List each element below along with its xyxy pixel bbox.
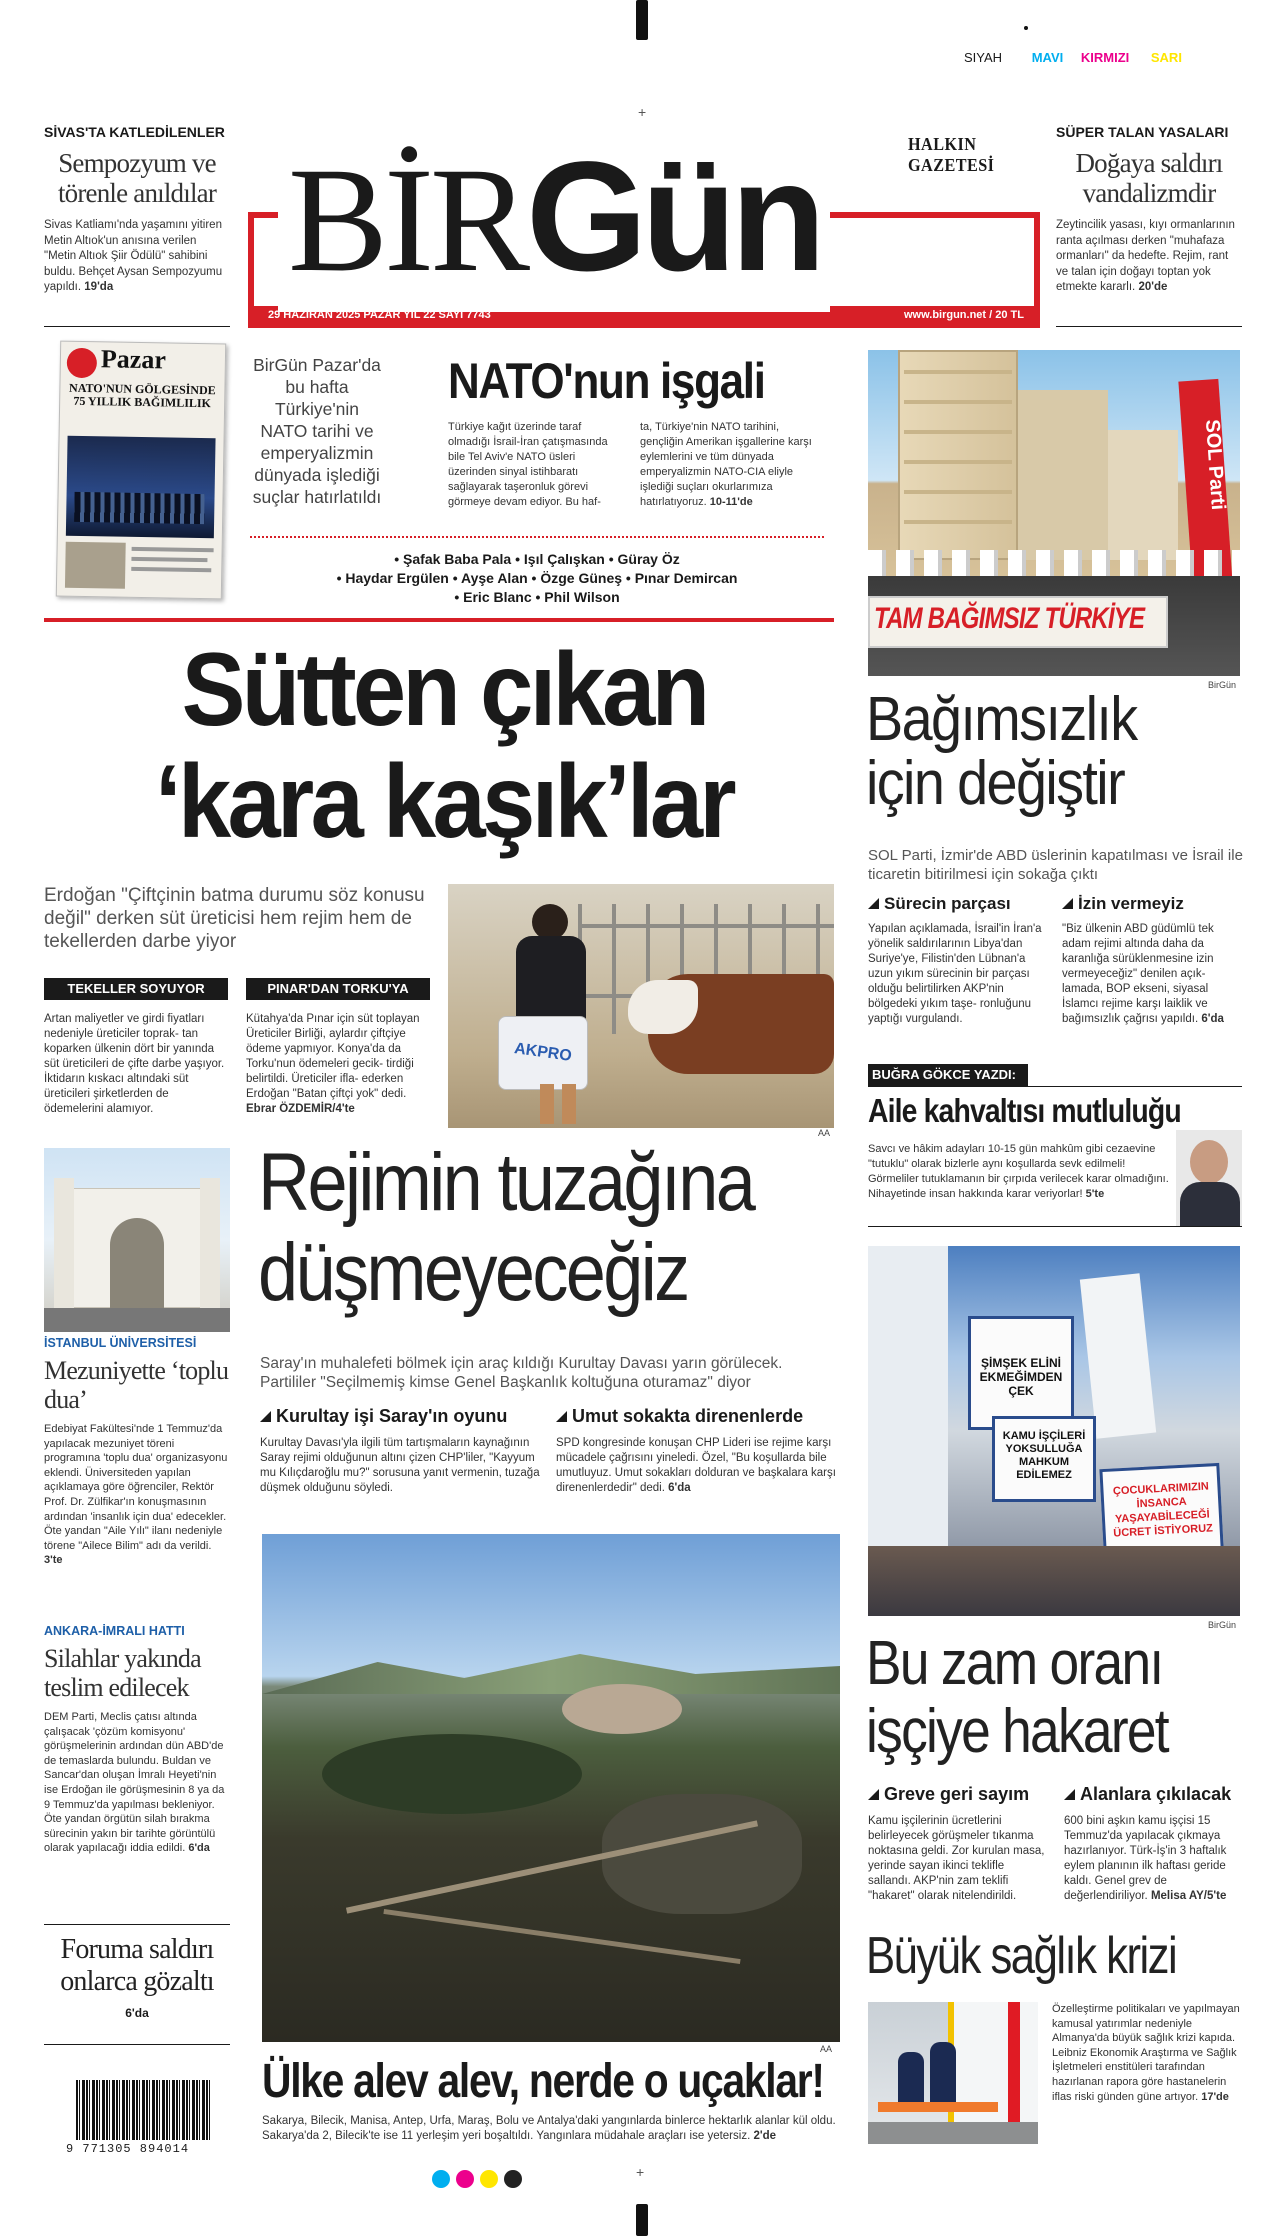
istanbul-title: Mezuniyette ‘toplu dua’ xyxy=(44,1356,229,1414)
pazar-authors-line2: • Haydar Ergülen • Ayşe Alan • Özge Güneş • Pınar Demircan xyxy=(336,570,738,586)
rejim-deck: Saray'ın muhalefeti bölmek için araç kıldığı Kurultay Davası yarın görülecek. Partililer "Seçilmemiş kimse Genel Başkanlık koltuğuna oturamaz" diyor xyxy=(260,1355,783,1391)
istanbul-story xyxy=(44,1336,230,1568)
workers-protest-photo xyxy=(868,1246,1240,1616)
rejim-sub-2: Umut sokakta direnenlerde xyxy=(556,1406,803,1427)
sack-label: AKPRO xyxy=(513,1040,573,1065)
cmyk-dots xyxy=(432,2170,522,2188)
logo xyxy=(278,132,830,312)
logo-gun: Gün xyxy=(526,130,820,304)
placard-1-text: ŞİMŞEK ELİNİ EKMEĞİMDEN ÇEK xyxy=(979,1356,1063,1398)
placard-2-text: KAMU İŞÇİLERİ YOKSULLUĞA MAHKUM EDİLEMEZ xyxy=(1002,1430,1086,1481)
sol-sub-1: Sürecin parçası xyxy=(868,894,1011,914)
sol-parti-banner-text: TAM BAĞIMSIZ TÜRKİYE xyxy=(874,602,1145,635)
dot-black xyxy=(504,2170,522,2188)
pazar-intro: BirGün Pazar'da bu hafta Türkiye'nin NATO tarihi ve emperyalizmin dünyada işlediği suçlar hatırlatıldı xyxy=(252,355,382,507)
sol-col2: "Biz ülkenin ABD güdümlü tek adam rejimi altında daha da karanlığa sürüklenmesine izin vermeyeceğiz" denilen açık- lamada, BOP ekseni, siyasal İslamcı rejime karşı laiklik ve bağımsızlık çağrısı yapıldı. 6'da xyxy=(1062,923,1224,1025)
forum-ref: 6'da xyxy=(125,2006,149,2020)
pazar-col2: ta, Türkiye'nin NATO tarihini, gençliğin Amerikan işgallerine karşı eylemlerini ve tüm dünyada emperyalizmin NATO-CIA eliyle işlediği suçları okurlarımıza hatırlatıyoruz. 10-11'de xyxy=(640,421,812,508)
sut-deck: Erdoğan "Çiftçinin batma durumu söz konusu değil" derken süt üreticisi hem rejim hem de tekellerden darbe yiyor xyxy=(44,885,425,952)
issue-date: 29 HAZİRAN 2025 PAZAR YIL 22 SAYI 7743 xyxy=(268,309,491,321)
zam-sub-1: Greve geri sayım xyxy=(868,1784,1029,1805)
sol-parti-photo xyxy=(868,350,1240,676)
istanbul-university-photo xyxy=(44,1148,230,1332)
zam-col2: 600 bini aşkın kamu işçisi 15 Temmuz'da yapılacak çıkmaya hazırlanıyor. Türk-İş'in 3 haftalık eylem planının ilk haftası geride kaldı. Genel grev de değerlendiriliyor. Melisa AY/5'te xyxy=(1064,1815,1227,1902)
right-top-title: Doğaya saldırı vandalizmdir xyxy=(1075,148,1223,208)
imrali-story xyxy=(44,1624,230,1856)
color-bar xyxy=(964,50,1182,65)
color-cyan-label: MAVI xyxy=(1031,50,1064,65)
aile-title: Aile kahvaltısı mutluluğu xyxy=(868,1092,1181,1129)
rejim-headline-line1: Rejimin tuzağına xyxy=(258,1137,754,1228)
rejim-headline xyxy=(258,1138,848,1318)
zam-title: Bu zam oranı işçiye hakaret xyxy=(866,1629,1168,1766)
logo-bir: BİR xyxy=(288,137,527,303)
sol-deck: SOL Parti, İzmir'de ABD üslerinin kapatılması ve İsrail ile ticaretin bitirilmesi için sokağa çıktı xyxy=(868,847,1243,883)
imrali-kicker: ANKARA-İMRALI HATTI xyxy=(44,1624,185,1638)
sol-parti-flag-text: SOL Parti xyxy=(1200,418,1230,511)
website: www.birgun.net / 20 TL xyxy=(904,309,1024,321)
forum-title: Foruma saldırı onlarca gözaltı xyxy=(60,1934,214,1997)
sut-col1: Artan maliyetler ve girdi fiyatları nedeniyle üreticiler toprak- tan koparken ülkenin dört bir yanında süt üreticileri de çifte darbe yaşıyor. İktidarın kıskacı altındaki süt üreticileri şirketlerden de ödemelerini alamıyor. xyxy=(44,1013,225,1115)
rejim-sub-1: Kurultay işi Saray'ın oyunu xyxy=(260,1406,507,1427)
zam-col1: Kamu işçilerinin ücretlerini belirleyecek görüşmeler tıkanma noktasına geldi. Zor kurulan masa, yerinde sayan ikinci teklifle sallandı. AKP'nin zam teklifi "hakaret" olarak nitelendirildi. xyxy=(868,1815,1045,1902)
barcode-number: 9 771305 894014 xyxy=(66,2142,190,2156)
columnist-photo xyxy=(1176,1130,1242,1226)
sut-col2: Kütahya'da Pınar için süt toplayan Üreticiler Birliği, aylardır çiftçiye ödeme yapmıyor. Konya'da da Torku'nun ödemeleri gecik- tirdiği belirtildi. Üreticiler ifla- ederken Erdoğan "Batan çiftçi yok" dedi. Ebrar ÖZDEMİR/4'te xyxy=(246,1013,420,1115)
sol-col1: Yapılan açıklamada, İsrail'in İran'a yönelik saldırılarının Libya'dan Suriye'ye, Filistin'den Lübnan'a uzun yıkım sürecinin bir parçası olduğu belirtilirken AKP'nin bölgedeki yıkım taşe- ronluğunu yaptığı vurgulandı. xyxy=(868,923,1042,1025)
pazar-box xyxy=(44,336,834,622)
sut-headline xyxy=(44,634,844,858)
fire-title: Ülke alev alev, nerde o uçaklar! xyxy=(262,2055,824,2108)
sut-bar-1: TEKELLER SOYUYOR xyxy=(44,978,228,1000)
left-top-body: Sivas Katliamı'nda yaşamını yitiren Metin Altıok'un anısına verilen "Metin Altıok Şiir Ödülü" sahibini buldu. Behçet Aysan Sempozyumu yapıldı. 19'da xyxy=(44,219,223,293)
registration-mark-top xyxy=(636,0,648,40)
plus-mark-bottom: + xyxy=(636,2164,645,2180)
saglik-body: Özelleştirme politikaları ve yapılmayan kamusal yatırımlar nedeniyle Almanya'da büyük sağlık krizi kapıda. Leibniz Ekonomik Araştırma ve Sağlık İşletmeleri enstitüleri tarafından hazırlanan rapora göre hastanelerin iflas riski günden güne artıyor. 17'de xyxy=(1052,2003,1240,2103)
sut-bar-2: PINAR'DAN TORKU'YA xyxy=(246,978,430,1000)
left-top-kicker: SİVAS'TA KATLEDİLENLER xyxy=(44,124,225,140)
rejim-col2: SPD kongresinde konuşan CHP Lideri ise rejime karşı mücadele çağrısını yineledi. Özel, "Bu koşullarda bile umutluyuz. Umut sokakları dolduran ve başkalara karşı direnenlerdedir" dedi. 6'da xyxy=(556,1437,836,1494)
istanbul-kicker: İSTANBUL ÜNİVERSİTESİ xyxy=(44,1336,197,1350)
dot-yellow xyxy=(480,2170,498,2188)
dot-mark xyxy=(1024,26,1028,30)
fire-body: Sakarya, Bilecik, Manisa, Antep, Urfa, Maraş, Bolu ve Antalya'daki yangınlarda binlerce hektarlık alanlar kül oldu. Sakarya'da 2, Bilecik'te ise 11 yerleşim yeri boşaltıldı. Yangınlara müdahale araçları ise yetersiz. 2'de xyxy=(262,2115,836,2142)
pazar-authors-line3: • Eric Blanc • Phil Wilson xyxy=(454,589,620,605)
pazar-cover-title: Pazar xyxy=(100,344,167,375)
dot-magenta xyxy=(456,2170,474,2188)
barcode xyxy=(76,2080,210,2140)
sol-sub-2: İzin vermeyiz xyxy=(1062,894,1184,914)
dot-cyan xyxy=(432,2170,450,2188)
forest-fire-photo xyxy=(262,1534,840,2042)
workers-photo-credit: BirGün xyxy=(1208,1620,1237,1630)
registration-mark-bottom xyxy=(636,2204,648,2236)
placard-3-text: ÇOCUKLARIMIZIN İNSANCA YAŞAYABİLECEĞİ ÜCRET İSTİYORUZ xyxy=(1112,1480,1214,1540)
zam-sub-2: Alanlara çıkılacak xyxy=(1064,1784,1231,1805)
masthead xyxy=(248,132,1040,328)
ambulance-photo xyxy=(868,2002,1038,2144)
sut-headline-line2: ‘kara kaşık’lar xyxy=(155,744,733,860)
istanbul-body: Edebiyat Fakültesi'nde 1 Temmuz'da yapılacak mezuniyet töreni programına 'toplu dua' organizasyonu eklendi. Üniversiteden yapılan açıklamaya göre öğrenciler, Rektör Prof. Dr. Zülfikar'ın konuşmasının ardından 'insanlık için dua' edecekler. Öte yandan "Aile Yılı" ilanı nedeniyle törene "Ailece Bilim" adı da verildi. 3'te xyxy=(44,1423,228,1567)
forum-story xyxy=(44,1934,230,2020)
imrali-title: Silahlar yakında teslim edilecek xyxy=(44,1644,201,1702)
pazar-authors xyxy=(250,550,824,607)
right-top-body: Zeytincilik yasası, kıyı ormanlarının ranta açılması derken "muhafaza ormanları" da hedefte. Rejim, rant ve talan için doğayı toptan yok etmekte kararlı. 20'de xyxy=(1056,219,1235,293)
pazar-cover-headline: NATO'NUN GÖLGESİNDE 75 YILLIK BAĞIMLILIK xyxy=(69,380,216,411)
color-magenta-label: KIRMIZI xyxy=(1080,50,1130,65)
dairy-farmer-photo xyxy=(448,884,834,1128)
saglik-title: Büyük sağlık krizi xyxy=(866,1927,1177,1985)
tagline: HALKIN GAZETESİ xyxy=(908,134,995,175)
color-yellow-label: SARI xyxy=(1150,50,1182,65)
left-top-title: Sempozyum ve törenle anıldılar xyxy=(57,148,217,208)
plus-mark: + xyxy=(638,104,647,120)
pazar-col1: Türkiye kağıt üzerinde taraf olmadığı İsrail-İran çatışmasında bile Tel Aviv'e NATO üsleri üzerinden sinyal istihbaratı sağlayarak taşeronluk görevi görmeye devam ediyor. Bu haf- xyxy=(448,421,608,508)
aile-kicker: BUĞRA GÖKCE YAZDI: xyxy=(868,1064,1028,1086)
right-top-kicker: SÜPER TALAN YASALARI xyxy=(1056,124,1229,140)
rejim-headline-line2: düşmeyeceğiz xyxy=(258,1227,688,1318)
sol-title: Bağımsızlık için değiştir xyxy=(866,685,1137,818)
forest-fire-photo-credit: AA xyxy=(820,2044,833,2054)
left-top-story xyxy=(44,124,230,296)
sut-headline-line1: Sütten çıkan xyxy=(181,632,707,748)
sol-parti-photo-credit: BirGün xyxy=(1208,680,1237,690)
rejim-col1: Kurultay Davası'yla ilgili tüm tartışmaların kaynağının Saray rejimi olduğunun altını çizen CHP'liler, "Kayyum mu Kılıçdaroğlu mu?" sorusuna yanıt vermenin, tuzağa düşmek olduğunu söyledi. xyxy=(260,1437,540,1494)
pazar-title: NATO'nun işgali xyxy=(448,353,765,409)
pazar-authors-line1: • Şafak Baba Pala • Işıl Çalışkan • Güray Öz xyxy=(394,551,680,567)
aile-body: Savcı ve hâkim adayları 10-15 gün mahkûm gibi cezaevine "tutuklu" olarak bizlerle aynı koşullarda sevk edilmeli! Görmeliler tutuklamanın bir çırpıda verilecek karar olmadığını. Nihayetinde insan hakkında karar veriyorlar! 5'te xyxy=(868,1143,1169,1200)
dairy-photo-credit: AA xyxy=(818,1128,831,1138)
imrali-body: DEM Parti, Meclis çatısı altında çalışacak 'çözüm komisyonu' görüşmelerinin ardından dün ABD'de de temaslarda bulundu. Buldan ve Sancar'dan oluşan İmralı Heyeti'nin ise Erdoğan ile görüşmesinin 8 ya da 9 Temmuz'da yapılması bekleniyor. Öte yandan örgütün silah bırakma sürecinin yakın bir tarihte görüntülü olarak yapılacağı iddia edildi. 6'da xyxy=(44,1711,225,1855)
pazar-cover xyxy=(56,341,226,600)
right-top-story xyxy=(1056,124,1242,296)
color-black-label: SIYAH xyxy=(964,50,1003,65)
